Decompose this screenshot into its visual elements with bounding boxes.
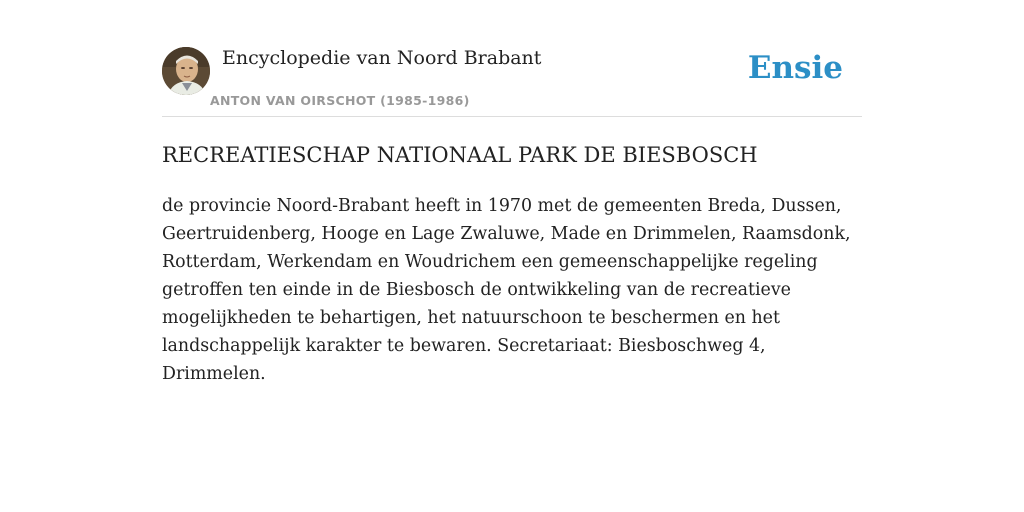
ensie-logo[interactable]: Ensie: [747, 50, 843, 86]
entry-title: RECREATIESCHAP NATIONAAL PARK DE BIESBOSCH: [162, 143, 758, 167]
author-avatar[interactable]: [162, 47, 210, 95]
source-title[interactable]: Encyclopedie van Noord Brabant: [222, 47, 542, 69]
author-name[interactable]: ANTON VAN OIRSCHOT (1985-1986): [210, 93, 470, 108]
entry-body: de provincie Noord-Brabant heeft in 1970 met de gemeenten Breda, Dussen, Geertruidenberg, Hooge en Lage Zwaluwe, Made en Drimmelen, Raamsdonk, Rotterdam, Werkendam en Woudrichem een gemeenschappelijke regeling getroffen ten einde in de Biesbosch de ontwikkeling van de recreatieve mogelijkheden te behartigen, het natuurschoon te beschermen en het landschappelijk karakter te bewaren. Secretariaat: Biesboschweg 4, Drimmelen.: [162, 196, 851, 384]
header: [162, 46, 862, 117]
portrait-icon: [162, 47, 210, 95]
